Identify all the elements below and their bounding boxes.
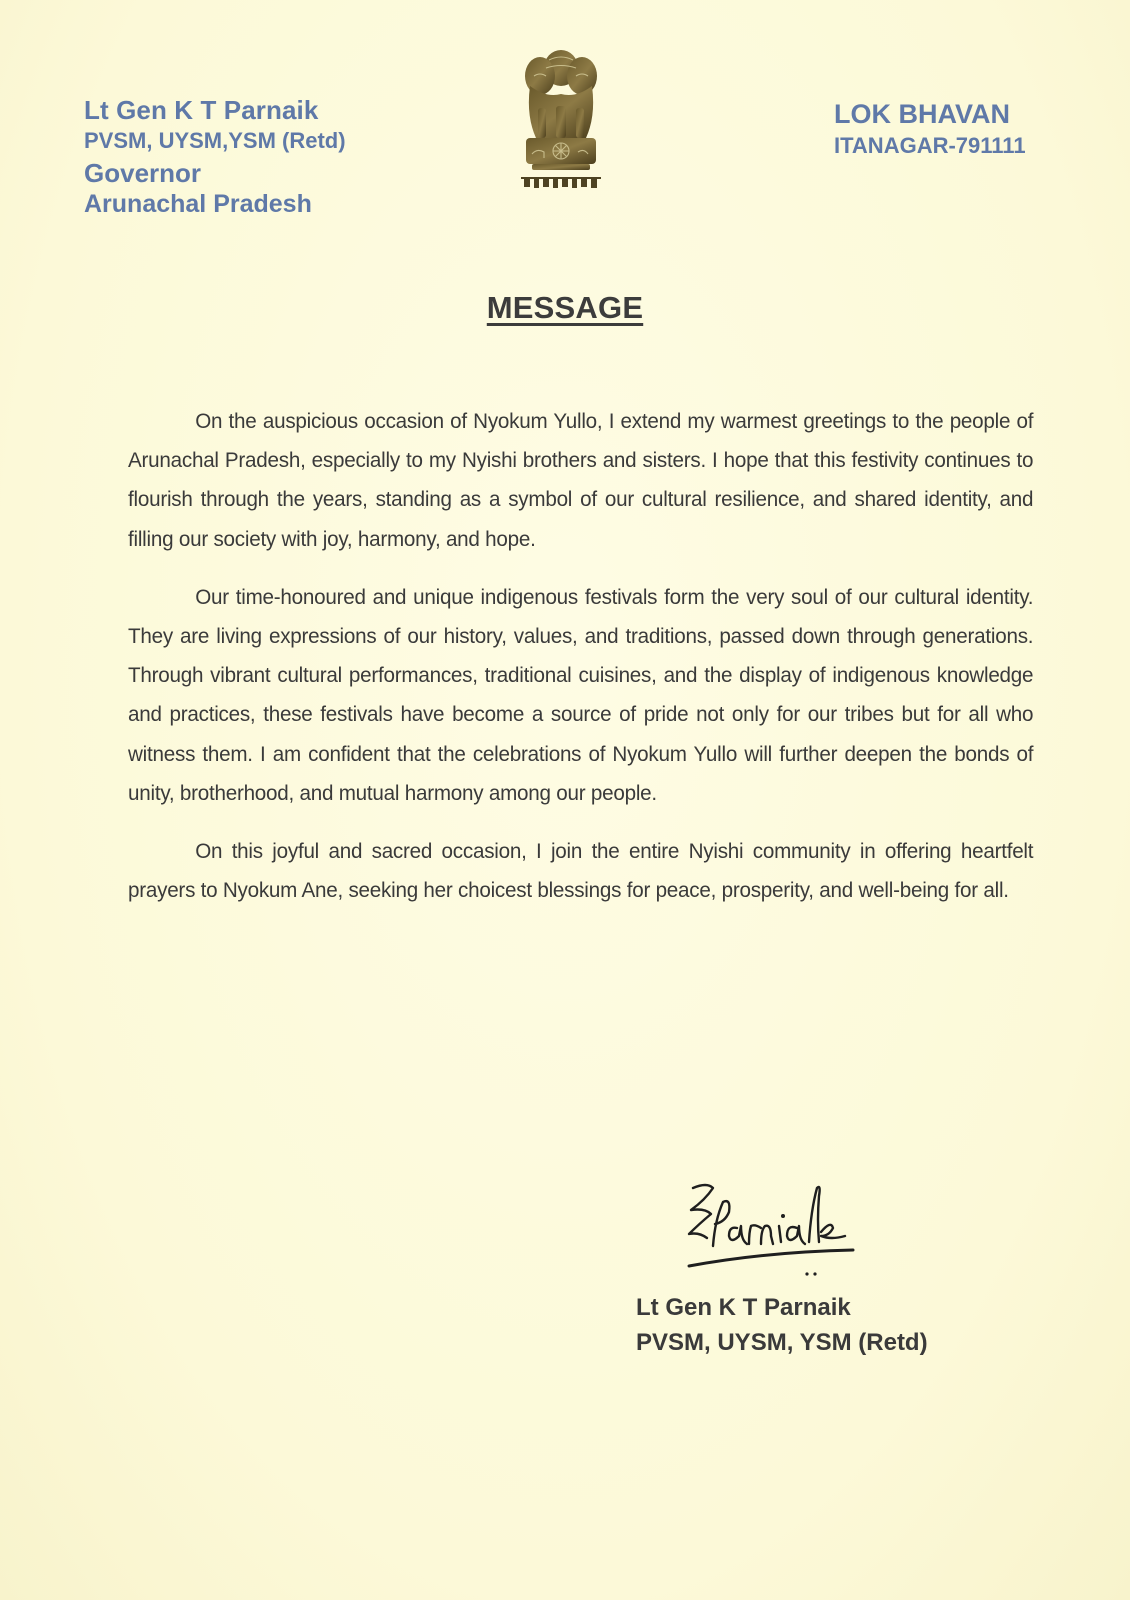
- message-body: [128, 402, 1033, 910]
- office-address: ITANAGAR-791111: [834, 133, 1026, 158]
- message-paragraph: Our time-honoured and unique indigenous festivals form the very soul of our cultural identity. They are living expressions of our history, values, and traditions, passed down through generations. Through vibrant cultural performances, traditional cuisines, and the display of indigenous knowledge and practices, these festivals have become a source of pride not only for our tribes but for all who witness them. I am confident that the celebrations of Nyokum Yullo will further deepen the bonds of unity, brotherhood, and mutual harmony among our people.: [128, 584, 1034, 805]
- handwritten-signature: [685, 1180, 875, 1290]
- office-place: LOK BHAVAN: [834, 99, 1010, 129]
- office-address-block: [834, 101, 1026, 157]
- sender-office: Governor: [84, 158, 202, 188]
- signatory-block: [636, 1296, 928, 1355]
- signatory-name: Lt Gen K T Parnaik: [636, 1294, 851, 1321]
- message-paragraph: On the auspicious occasion of Nyokum Yullo, I extend my warmest greetings to the people of Arunachal Pradesh, especially to my Nyishi brothers and sisters. I hope that this festivity continues to flourish through the years, standing as a symbol of our cultural resilience, and shared identity, and filling our society with joy, harmony, and hope.: [128, 409, 1034, 551]
- message-paragraph: On this joyful and sacred occasion, I join the entire Nyishi community in offering heartfelt prayers to Nyokum Ane, seeking her choicest blessings for peace, prosperity, and well-being for all.: [128, 839, 1034, 903]
- sender-name: Lt Gen K T Parnaik: [84, 95, 319, 125]
- message-title: MESSAGE: [486, 290, 644, 325]
- sender-honours: PVSM, UYSM,YSM (Retd): [84, 128, 346, 153]
- national-emblem-icon: [516, 46, 606, 196]
- sender-block: [84, 97, 346, 217]
- sender-state: Arunachal Pradesh: [84, 190, 312, 218]
- message-title-wrapper: [0, 290, 1130, 326]
- signatory-honours: PVSM, UYSM, YSM (Retd): [636, 1329, 928, 1356]
